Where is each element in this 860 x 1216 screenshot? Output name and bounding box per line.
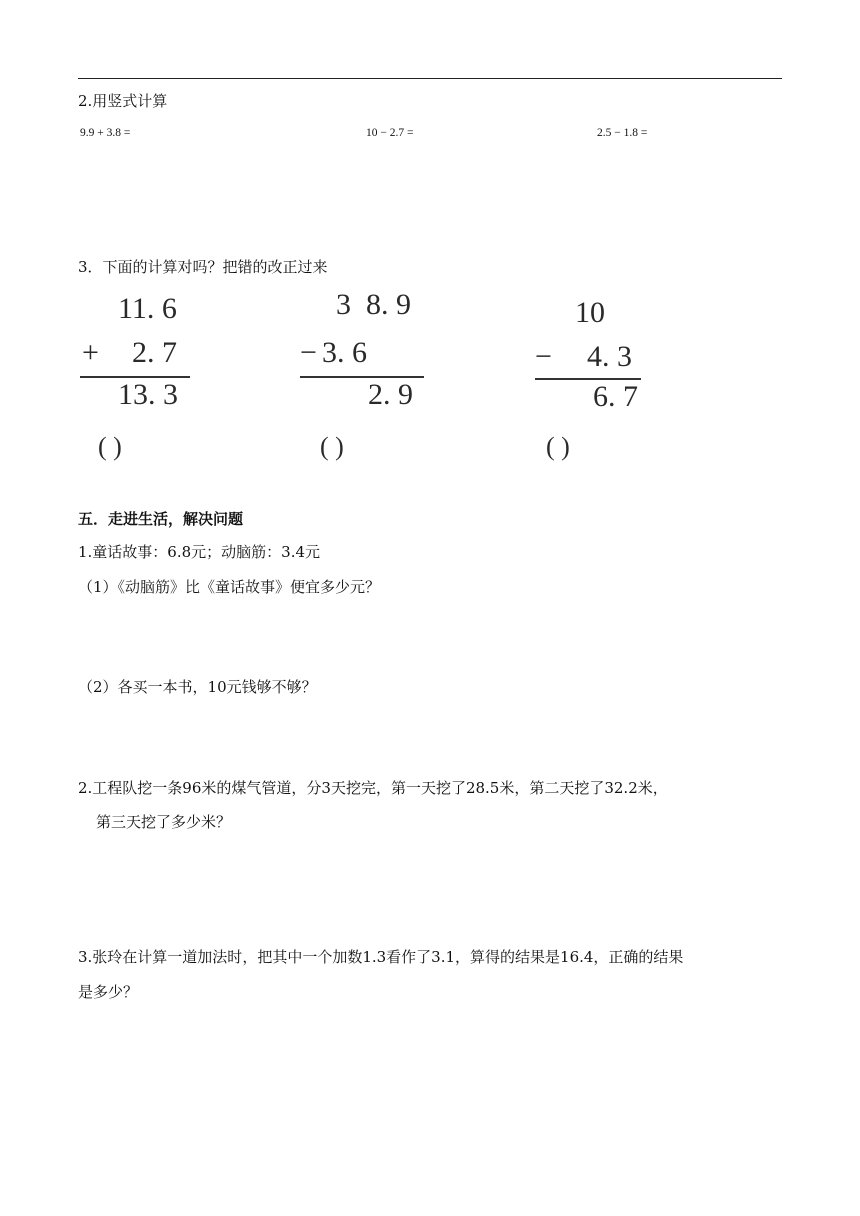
- calc1-result: 13. 3: [118, 378, 178, 411]
- calc3-top: 10: [575, 296, 605, 329]
- header-rule: [78, 78, 782, 79]
- problem-2: 10 − 2.7 =: [366, 127, 414, 139]
- calc1-top: 11. 6: [118, 292, 177, 325]
- problem-3: 2.5 − 1.8 =: [597, 127, 648, 139]
- calc2-bottom: 3. 6: [322, 336, 367, 369]
- calc1-operator: +: [82, 336, 99, 369]
- calc2-top: 3 8. 9: [336, 288, 411, 321]
- answer-bracket-2[interactable]: ( ): [320, 432, 344, 461]
- q3-line2: 是多少？: [78, 983, 139, 1001]
- q1-text: 1.童话故事：6.8元；动脑筋：3.4元: [78, 543, 321, 561]
- answer-bracket-3[interactable]: ( ): [546, 432, 570, 461]
- calc3-bottom: 4. 3: [587, 340, 632, 373]
- section5-heading: 五．走进生活，解决问题: [78, 510, 244, 528]
- section3-title: 3．下面的计算对吗？把错的改正过来: [78, 258, 328, 276]
- q2-line1: 2.工程队挖一条96米的煤气管道，分3天挖完，第一天挖了28.5米，第二天挖了32.2米，: [78, 779, 668, 797]
- calc2-operator: −: [300, 336, 317, 369]
- answer-bracket-1[interactable]: ( ): [98, 432, 122, 461]
- calc3-result: 6. 7: [593, 380, 638, 413]
- calc3-operator: −: [535, 340, 552, 373]
- q1-sub2: （2）各买一本书，10元钱够不够？: [78, 678, 317, 696]
- q2-line2: 第三天挖了多少米？: [96, 813, 232, 831]
- section2-title: 2.用竖式计算: [78, 92, 168, 110]
- q3-line1: 3.张玲在计算一道加法时，把其中一个加数1.3看作了3.1，算得的结果是16.4，正确的结果: [78, 948, 684, 966]
- calc2-result: 2. 9: [368, 378, 413, 411]
- problem-1: 9.9 + 3.8 =: [80, 127, 131, 139]
- q1-sub1: （1）《动脑筋》比《童话故事》便宜多少元？: [78, 578, 381, 596]
- calc1-bottom: 2. 7: [132, 336, 177, 369]
